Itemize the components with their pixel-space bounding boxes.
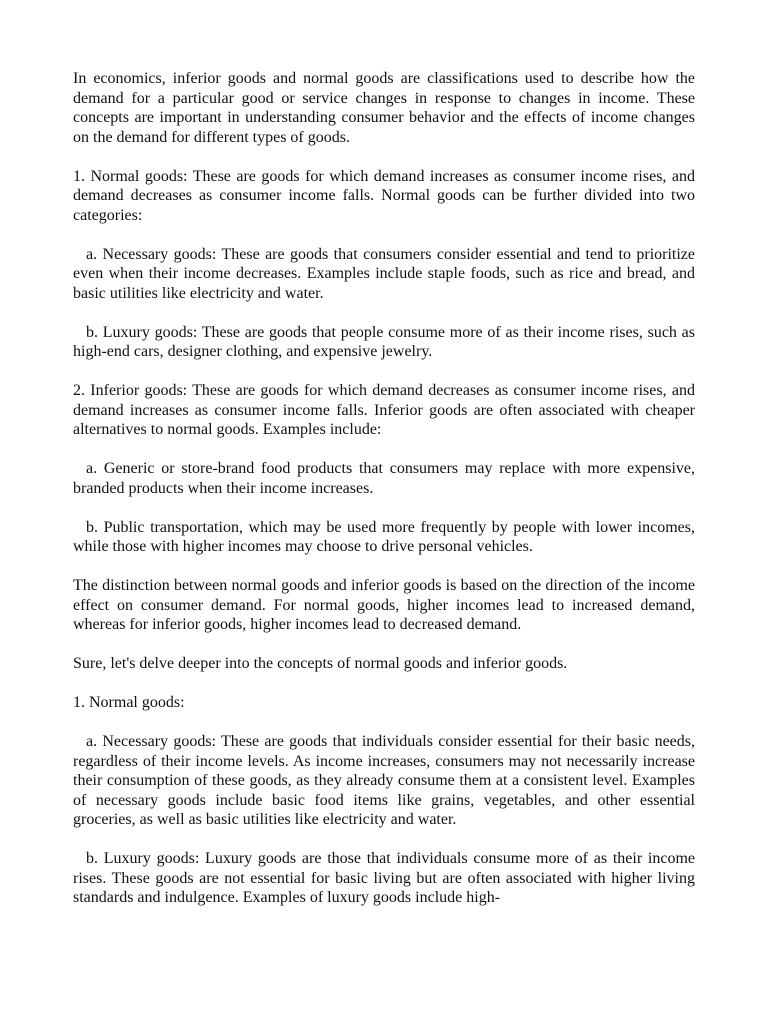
- delve-deeper-paragraph: Sure, let's delve deeper into the concepts of normal goods and inferior goods.: [73, 655, 568, 672]
- intro-paragraph: In economics, inferior goods and normal goods are classifications used to describe how the demand for a particular good or service changes in response to changes in income. These concepts are important in understanding consumer behavior and the effects of income changes on the demand for different types of goods.: [73, 70, 695, 146]
- document-body: [73, 69, 695, 908]
- luxury-goods-detail-paragraph: b. Luxury goods: Luxury goods are those that individuals consume more of as their income rises. These goods are not essential for basic living but are often associated with higher living standards and indulgence. Examples of luxury goods include high-: [73, 850, 695, 906]
- normal-goods-heading: 1. Normal goods:: [73, 694, 185, 711]
- public-transportation-paragraph: b. Public transportation, which may be used more frequently by people with lower incomes, while those with higher incomes may choose to drive personal vehicles.: [73, 518, 695, 555]
- distinction-paragraph: The distinction between normal goods and inferior goods is based on the direction of the income effect on consumer demand. For normal goods, higher incomes lead to increased demand, whereas for inferior goods, higher incomes lead to decreased demand.: [73, 577, 695, 633]
- necessary-goods-paragraph: a. Necessary goods: These are goods that consumers consider essential and tend to prioritize even when their income decreases. Examples include staple foods, such as rice and bread, and basic utilities like electricity and water.: [73, 245, 695, 302]
- normal-goods-paragraph: 1. Normal goods: These are goods for which demand increases as consumer income rises, and demand decreases as consumer income falls. Normal goods can be further divided into two categories:: [73, 167, 695, 224]
- generic-products-paragraph: a. Generic or store-brand food products that consumers may replace with more expensive, branded products when their income increases.: [73, 460, 695, 497]
- luxury-goods-paragraph: b. Luxury goods: These are goods that people consume more of as their income rises, such as high-end cars, designer clothing, and expensive jewelry.: [73, 323, 695, 360]
- inferior-goods-paragraph: 2. Inferior goods: These are goods for which demand decreases as consumer income rises, and demand increases as consumer income falls. Inferior goods are often associated with cheaper alternatives to normal goods. Examples include:: [73, 382, 695, 438]
- necessary-goods-detail-paragraph: a. Necessary goods: These are goods that individuals consider essential for their basic needs, regardless of their income levels. As income increases, consumers may not necessarily increase their consumption of these goods, as they already consume them at a consistent level. Examples of necessary goods include basic food items like grains, vegetables, and other essential groceries, as well as basic utilities like electricity and water.: [73, 733, 695, 828]
